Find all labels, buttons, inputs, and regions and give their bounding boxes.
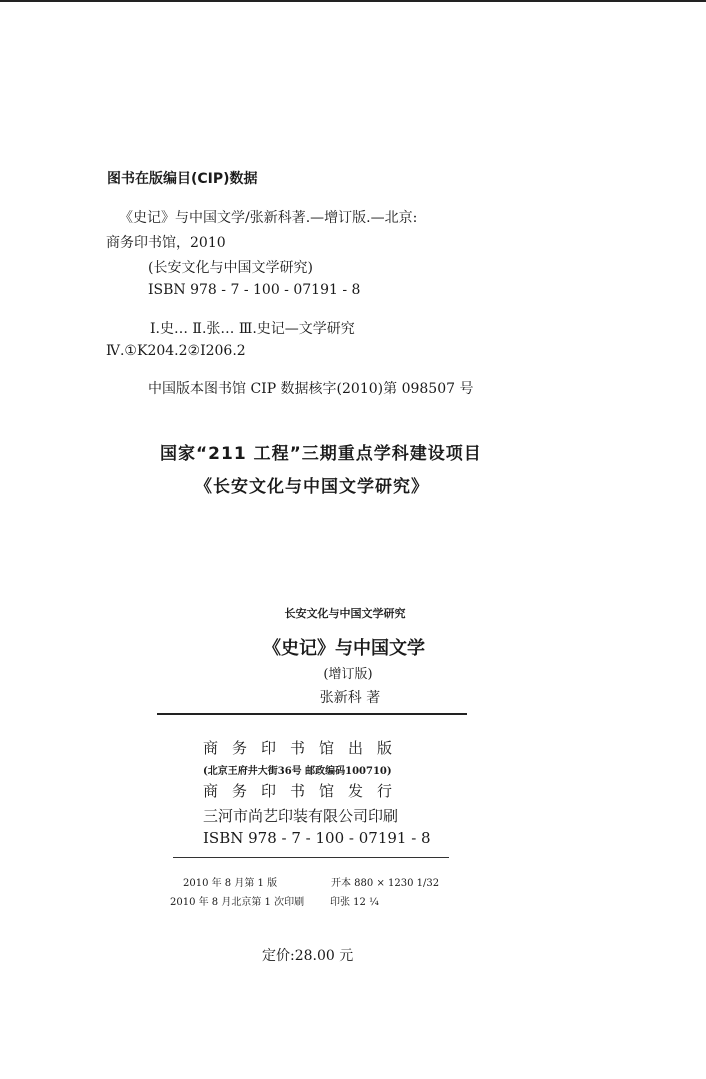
price: 定价:28.00 元: [262, 948, 354, 964]
publisher-address: (北京王府井大街36号 邮政编码100710): [203, 766, 392, 777]
format: 开本 880 × 1230 1/32: [331, 878, 440, 889]
cip-line-series: (长安文化与中国文学研究): [148, 260, 313, 276]
printer: 三河市尚艺印装有限公司印刷: [203, 807, 399, 825]
cip-line-isbn: ISBN 978 - 7 - 100 - 07191 - 8: [148, 282, 361, 298]
title-divider: [157, 713, 467, 715]
cip-line-publisher: 商务印书馆，2010: [106, 235, 226, 251]
cip-line-title: 《史记》与中国文学/张新科著.—增订版.—北京:: [119, 210, 418, 226]
publisher-name: 商务印书馆出版: [203, 739, 407, 757]
book-title: 《史记》与中国文学: [263, 638, 425, 659]
cip-line-classification: Ⅳ.①K204.2②I206.2: [106, 343, 246, 359]
distributor: 商务印书馆发行: [203, 782, 407, 800]
imprint-divider: [173, 857, 449, 858]
book-author: 张新科 著: [319, 690, 381, 706]
print-date: 2010 年 8 月北京第 1 次印刷: [170, 897, 305, 908]
project-title: 国家“211 工程”三期重点学科建设项目: [160, 444, 482, 464]
top-border: [0, 0, 706, 2]
edition-date: 2010 年 8 月第 1 版: [183, 878, 278, 889]
book-edition: (增订版): [323, 667, 373, 682]
cip-heading: 图书在版编目(CIP)数据: [107, 171, 258, 187]
cip-line-record-number: 中国版本图书馆 CIP 数据核字(2010)第 098507 号: [148, 381, 474, 397]
book-series: 长安文化与中国文学研究: [284, 607, 406, 620]
cip-line-subjects: Ⅰ.史… Ⅱ.张… Ⅲ.史记—文学研究: [150, 321, 355, 337]
copyright-isbn: ISBN 978 - 7 - 100 - 07191 - 8: [203, 829, 431, 847]
project-series: 《长安文化与中国文学研究》: [195, 477, 429, 497]
printed-sheets: 印张 12 ¼: [330, 897, 379, 908]
